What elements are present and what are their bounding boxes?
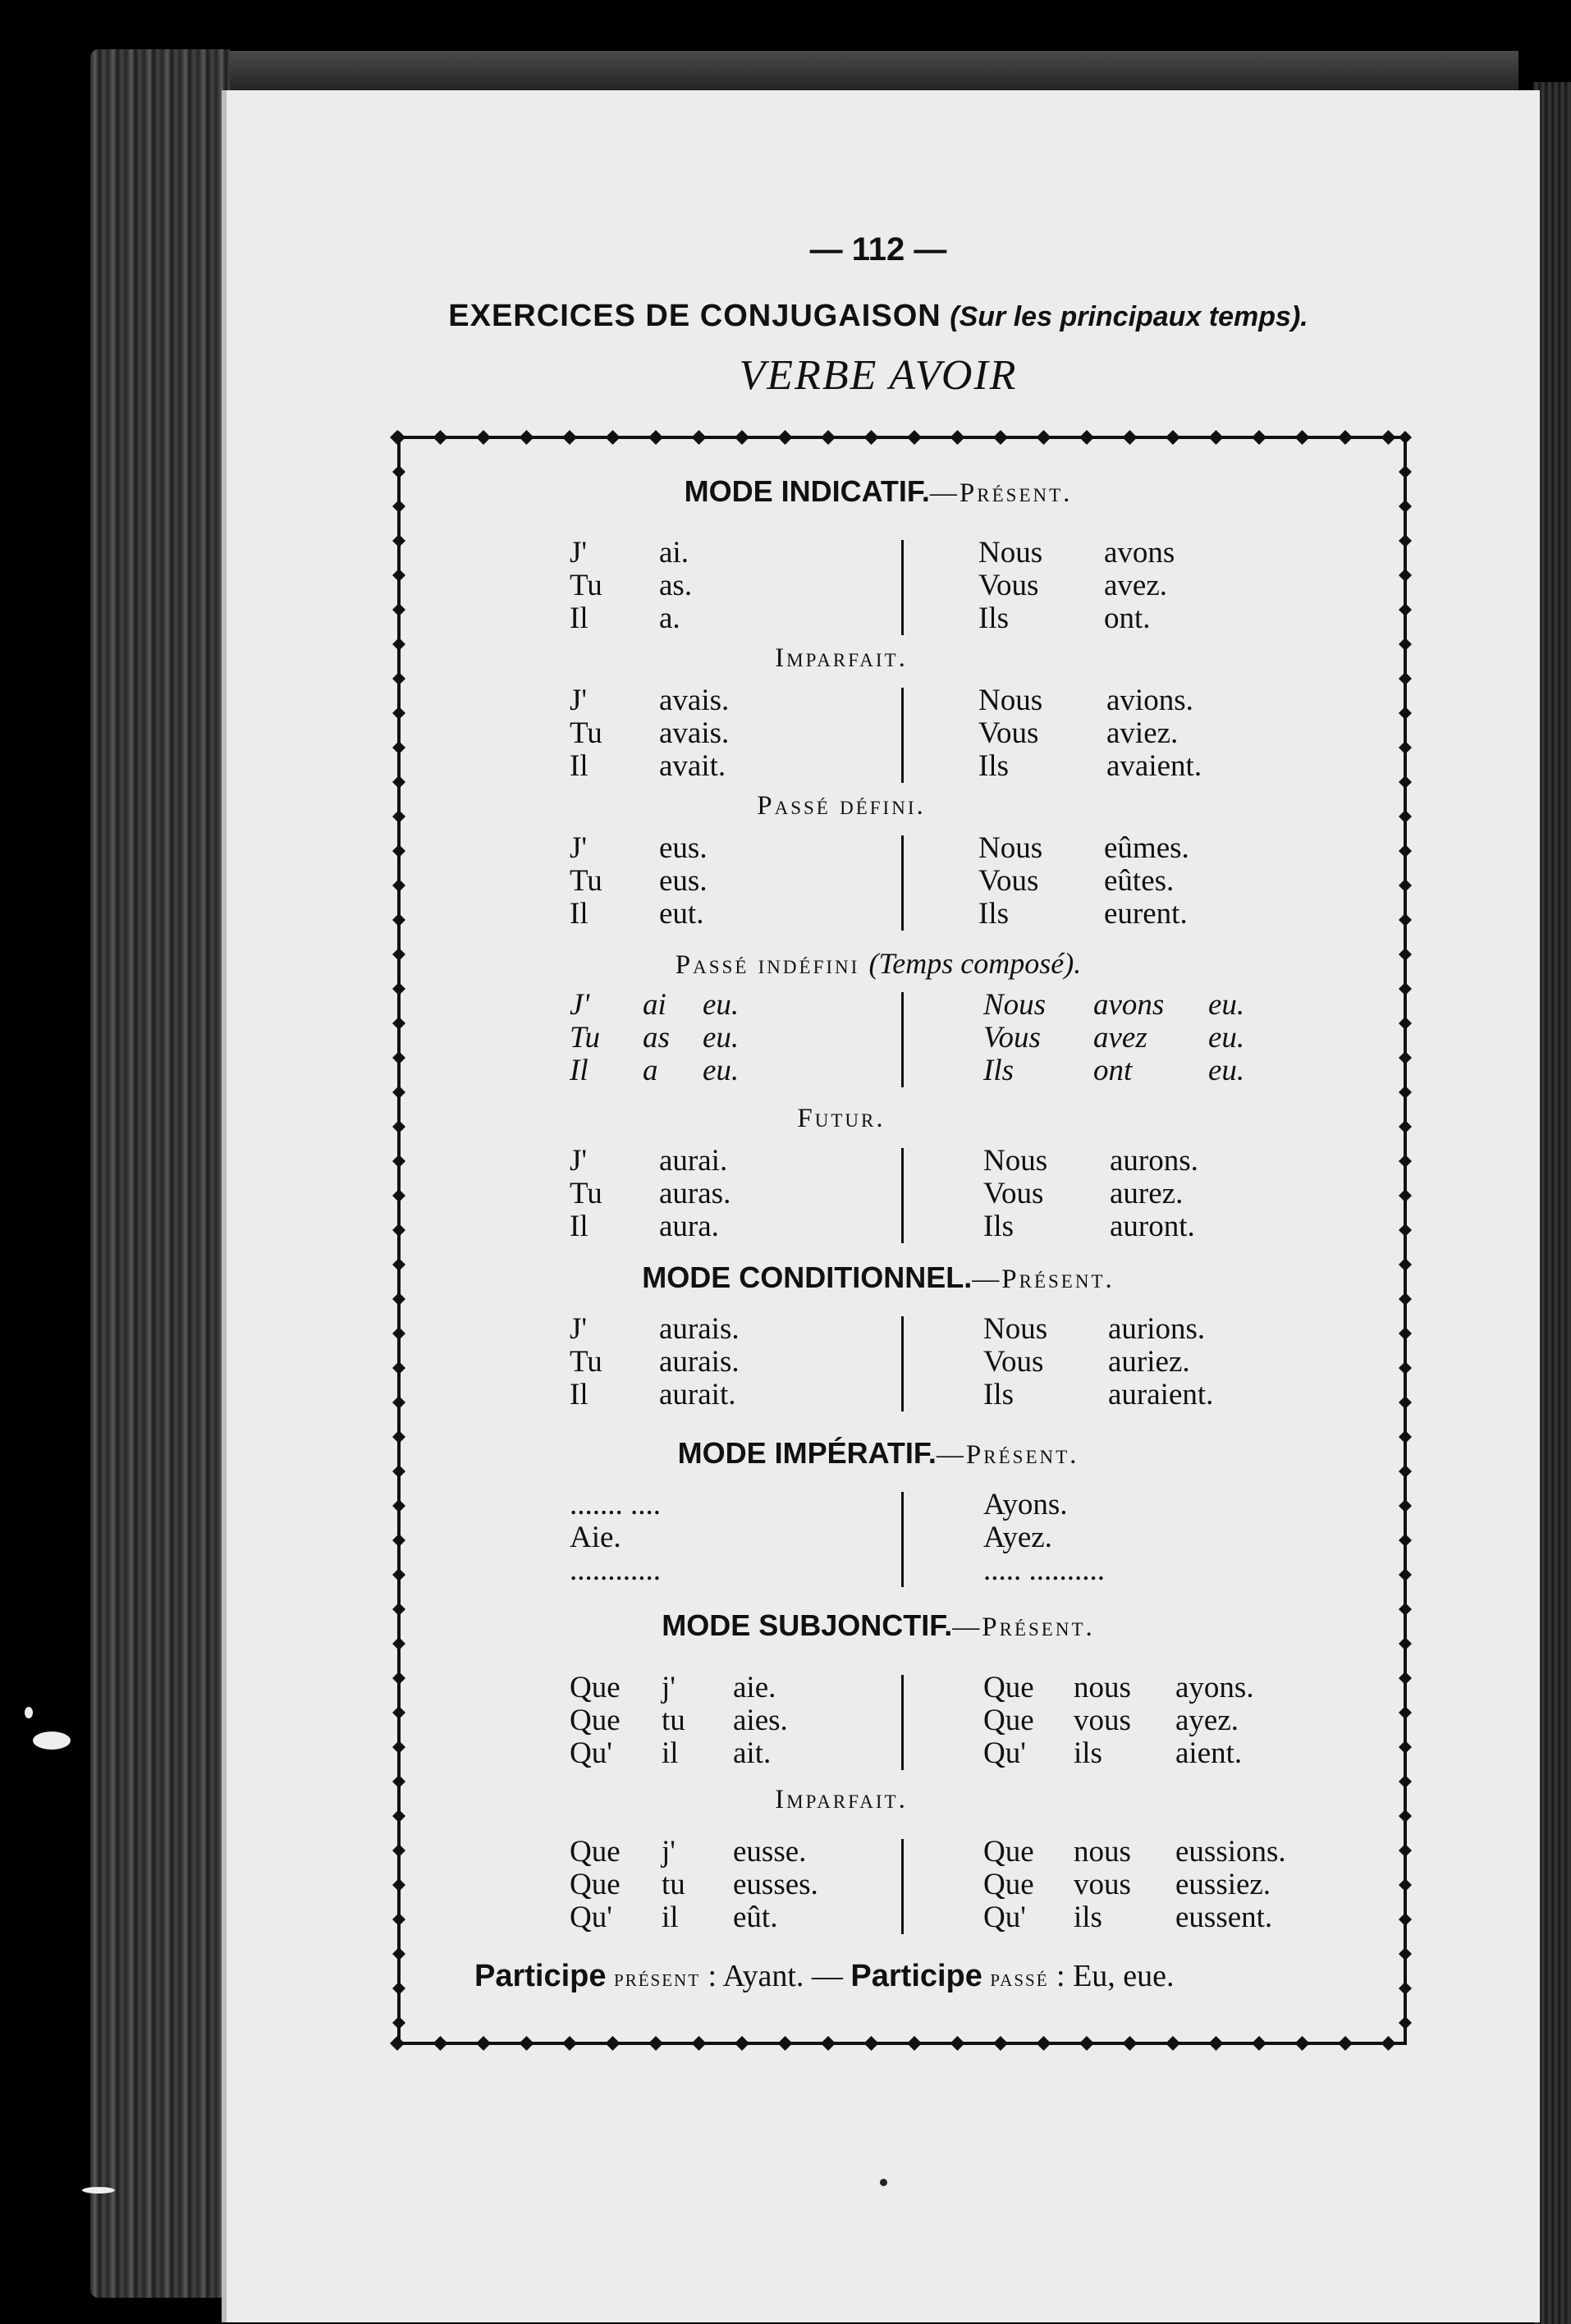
passe_indefini-right-word: avez — [1093, 1021, 1147, 1054]
frame-ornament-diamond — [1399, 569, 1412, 582]
frame-ornament-diamond — [648, 430, 663, 445]
column-divider — [901, 1839, 904, 1934]
frame-ornament-diamond — [1399, 982, 1412, 995]
title-bold: EXERCICES DE CONJUGAISON — [448, 299, 941, 333]
heading-subjonctif-present — [222, 1608, 1535, 1643]
present-left-word: Il — [570, 602, 589, 635]
column-divider — [901, 1675, 904, 1770]
participle-present-tense: présent — [614, 1965, 701, 1992]
passe_defini-right-word: Ils — [978, 897, 1009, 931]
passe_indefini-right-word: Vous — [983, 1021, 1041, 1054]
subjonctif_imparfait-left-word: j' — [662, 1835, 676, 1869]
mode-label: MODE IMPÉRATIF. — [677, 1436, 937, 1470]
passe_indefini-left-word: Il — [570, 1054, 589, 1087]
subjonctif_imparfait-left-word: il — [662, 1901, 679, 1934]
heading-passe-indefini — [222, 946, 1535, 981]
subjonctif_imparfait-right-word: Que — [983, 1868, 1034, 1901]
heading-subjonctif-imparfait: Imparfait. — [775, 1785, 908, 1814]
mode-label: MODE INDICATIF. — [684, 474, 930, 508]
mode-label: MODE CONDITIONNEL. — [642, 1260, 973, 1294]
frame-ornament-diamond — [778, 2036, 793, 2051]
frame-ornament-diamond — [1166, 2036, 1180, 2051]
frame-ornament-diamond — [1295, 430, 1310, 445]
subjonctif_imparfait-right-word: Que — [983, 1835, 1034, 1869]
heading-futur: Futur. — [797, 1104, 886, 1133]
passe_indefini-left-word: ai — [643, 988, 666, 1022]
conditionnel-right-word: Nous — [983, 1312, 1048, 1346]
frame-ornament-diamond — [562, 2036, 577, 2051]
passe_defini-left-word: Tu — [570, 864, 602, 898]
frame-ornament-diamond — [1399, 431, 1412, 444]
subjonctif_present-left-word: j' — [662, 1671, 676, 1704]
participles-line — [474, 1958, 1175, 1994]
frame-ornament-diamond — [392, 982, 405, 995]
subjonctif_present-right-word: nous — [1074, 1671, 1131, 1704]
frame-ornament-diamond — [1399, 603, 1412, 616]
frame-ornament-diamond — [950, 2036, 965, 2051]
subjonctif_imparfait-left-word: tu — [662, 1868, 685, 1901]
frame-ornament-diamond — [735, 430, 749, 445]
frame-ornament-diamond — [1037, 430, 1051, 445]
subjonctif_imparfait-right-word: eussions. — [1175, 1835, 1286, 1869]
present-right-word: ont. — [1104, 602, 1151, 635]
frame-ornament-diamond — [1399, 1913, 1412, 1926]
frame-ornament-diamond — [433, 430, 448, 445]
frame-ornament-diamond — [692, 2036, 707, 2051]
column-divider — [901, 1148, 904, 1243]
subjonctif_present-right-word: Que — [983, 1671, 1034, 1704]
present-right-word: Ils — [978, 602, 1009, 635]
frame-ornament-diamond — [735, 2036, 749, 2051]
subjonctif_imparfait-right-word: vous — [1074, 1868, 1131, 1901]
conditionnel-right-word: auraient. — [1108, 1378, 1214, 1411]
imparfait-left-word: avais. — [659, 684, 730, 717]
frame-ornament-diamond — [392, 1878, 405, 1892]
subjonctif_present-right-word: Qu' — [983, 1736, 1026, 1770]
imperatif-left-line: ....... .... — [570, 1488, 661, 1521]
frame-ornament-diamond — [1399, 1086, 1412, 1099]
frame-ornament-diamond — [993, 430, 1008, 445]
frame-ornament-diamond — [606, 2036, 621, 2051]
passe_indefini-left-word: eu. — [703, 1021, 740, 1054]
frame-ornament-diamond — [950, 430, 965, 445]
frame-ornament-diamond — [993, 2036, 1008, 2051]
imparfait-right-word: avaient. — [1106, 749, 1202, 783]
subjonctif_imparfait-left-word: eût. — [733, 1901, 778, 1934]
passe_defini-left-word: eus. — [659, 831, 708, 865]
column-divider — [901, 1492, 904, 1587]
participle-past-tense: passé — [990, 1965, 1049, 1992]
tense-label: —Présent. — [972, 1265, 1115, 1294]
subjonctif_present-right-word: aient. — [1175, 1736, 1243, 1770]
present-right-word: avez. — [1104, 569, 1168, 602]
heading-imparfait: Imparfait. — [775, 643, 908, 673]
present-left-word: Tu — [570, 569, 602, 602]
frame-ornament-diamond — [392, 1086, 405, 1099]
imparfait-left-word: avais. — [659, 716, 730, 750]
frame-ornament-diamond — [1399, 1361, 1412, 1375]
frame-ornament-diamond — [907, 430, 922, 445]
frame-ornament-diamond — [392, 1017, 405, 1030]
frame-ornament-diamond — [392, 913, 405, 926]
column-divider — [901, 835, 904, 931]
imparfait-left-word: Tu — [570, 716, 602, 750]
frame-ornament-diamond — [1399, 2016, 1412, 2029]
frame-ornament-diamond — [778, 430, 793, 445]
column-divider — [901, 540, 904, 635]
tense-label: —Présent. — [936, 1440, 1079, 1470]
frame-ornament-diamond — [1079, 2036, 1094, 2051]
subjonctif_present-left-word: tu — [662, 1704, 685, 1737]
title-subtitle: (Sur les principaux temps). — [950, 301, 1308, 332]
mode-label: MODE SUBJONCTIF. — [662, 1608, 953, 1642]
subjonctif_present-right-word: vous — [1074, 1704, 1131, 1737]
subjonctif_imparfait-right-word: ils — [1074, 1901, 1102, 1934]
futur-left-word: auras. — [659, 1177, 731, 1210]
frame-ornament-diamond — [1209, 430, 1224, 445]
passe_indefini-left-word: eu. — [703, 1054, 740, 1087]
frame-ornament-diamond — [1338, 2036, 1353, 2051]
frame-ornament-diamond — [392, 1224, 405, 1237]
passe_indefini-right-word: eu. — [1208, 1021, 1245, 1054]
column-divider — [901, 992, 904, 1087]
imparfait-right-word: aviez. — [1106, 716, 1179, 750]
subjonctif_imparfait-right-word: Qu' — [983, 1901, 1026, 1934]
frame-ornament-diamond — [1399, 913, 1412, 926]
participle-dash: — — [811, 1959, 843, 1993]
subjonctif_present-right-word: ayons. — [1175, 1671, 1254, 1704]
frame-ornament-diamond — [520, 2036, 534, 2051]
frame-ornament-diamond — [392, 2016, 405, 2029]
frame-ornament-diamond — [392, 534, 405, 547]
participle-past-value: : Eu, eue. — [1056, 1959, 1175, 1993]
subjonctif_present-left-word: il — [662, 1736, 679, 1770]
heading-imperatif-present — [222, 1436, 1535, 1471]
passe_defini-left-word: Il — [570, 897, 589, 931]
conditionnel-left-word: J' — [570, 1312, 588, 1346]
frame-ornament-diamond — [1252, 2036, 1266, 2051]
futur-right-word: Nous — [983, 1144, 1048, 1178]
frame-ornament-diamond — [1399, 707, 1412, 720]
frame-ornament-diamond — [1399, 1568, 1412, 1581]
frame-ornament-diamond — [476, 430, 491, 445]
frame-ornament-diamond — [1399, 775, 1412, 789]
frame-ornament-diamond — [606, 430, 621, 445]
frame-ornament-diamond — [864, 2036, 879, 2051]
frame-ornament-diamond — [1399, 672, 1412, 685]
passe_indefini-left-word: eu. — [703, 988, 740, 1022]
present-left-word: a. — [659, 602, 680, 635]
frame-ornament-diamond — [392, 1706, 405, 1719]
frame-ornament-diamond — [1123, 2036, 1138, 2051]
frame-ornament-diamond — [392, 1947, 405, 1960]
futur-left-word: J' — [570, 1144, 588, 1178]
futur-left-word: Tu — [570, 1177, 602, 1210]
imperatif-left-line: ............ — [570, 1553, 661, 1587]
frame-ornament-diamond — [1399, 1672, 1412, 1685]
passe_indefini-right-word: eu. — [1208, 1054, 1245, 1087]
page-mark — [880, 2179, 887, 2186]
passe_indefini-right-word: Nous — [983, 988, 1047, 1022]
subjonctif_present-right-word: ayez. — [1175, 1704, 1239, 1737]
conditionnel-left-word: aurais. — [659, 1345, 740, 1379]
futur-left-word: Il — [570, 1210, 589, 1243]
tense-label: —Présent. — [952, 1613, 1095, 1642]
conditionnel-left-word: aurais. — [659, 1312, 740, 1346]
passe_indefini-left-word: a — [643, 1054, 658, 1087]
passe_indefini-left-word: as — [643, 1021, 670, 1054]
frame-ornament-diamond — [392, 879, 405, 892]
passe_defini-left-word: eut. — [659, 897, 704, 931]
frame-ornament-diamond — [1399, 1878, 1412, 1892]
passe_indefini-left-word: Tu — [570, 1021, 601, 1054]
frame-ornament-diamond — [1399, 1499, 1412, 1512]
futur-right-word: aurez. — [1110, 1177, 1184, 1210]
frame-ornament-diamond — [1399, 1155, 1412, 1168]
subjonctif_imparfait-left-word: Qu' — [570, 1901, 612, 1934]
frame-ornament-diamond — [392, 707, 405, 720]
futur-left-word: aura. — [659, 1210, 719, 1243]
subjonctif_present-left-word: Que — [570, 1704, 621, 1737]
frame-ornament-diamond — [1399, 1051, 1412, 1064]
frame-ornament-diamond — [1399, 1224, 1412, 1237]
subjonctif_imparfait-left-word: Que — [570, 1835, 621, 1869]
frame-ornament-diamond — [1252, 430, 1266, 445]
frame-ornament-diamond — [692, 430, 707, 445]
frame-ornament-diamond — [1399, 1396, 1412, 1409]
frame-ornament-diamond — [1399, 1706, 1412, 1719]
passe_indefini-left-word: J' — [570, 988, 590, 1022]
conditionnel-right-word: Vous — [983, 1345, 1044, 1379]
passe_indefini-right-word: eu. — [1208, 988, 1245, 1022]
frame-ornament-diamond — [392, 569, 405, 582]
tense-label: —Présent. — [929, 478, 1073, 508]
verb-title: VERBE AVOIR — [739, 352, 1018, 399]
imparfait-right-word: Ils — [978, 749, 1009, 783]
frame-ornament-diamond — [1399, 1017, 1412, 1030]
imperatif-right-line: Ayez. — [983, 1521, 1052, 1554]
frame-ornament-diamond — [1123, 430, 1138, 445]
passe_defini-right-word: Nous — [978, 831, 1043, 865]
heading-indicatif-present — [222, 474, 1535, 509]
frame-ornament-diamond — [1399, 879, 1412, 892]
frame-ornament-diamond — [1399, 1741, 1412, 1754]
subjonctif_imparfait-left-word: Que — [570, 1868, 621, 1901]
present-right-word: avons — [1104, 536, 1175, 570]
passe_defini-left-word: eus. — [659, 864, 708, 898]
present-left-word: as. — [659, 569, 693, 602]
subjonctif_present-left-word: aies. — [733, 1704, 788, 1737]
frame-ornament-diamond — [392, 1672, 405, 1685]
frame-ornament-diamond — [392, 741, 405, 754]
imparfait-left-word: avait. — [659, 749, 726, 783]
futur-right-word: aurons. — [1110, 1144, 1198, 1178]
subjonctif_present-left-word: ait. — [733, 1736, 772, 1770]
imparfait-right-word: Vous — [978, 716, 1039, 750]
frame-ornament-diamond — [392, 1534, 405, 1547]
subjonctif_present-right-word: Que — [983, 1704, 1034, 1737]
frame-ornament-diamond — [1399, 844, 1412, 858]
frame-ornament-diamond — [392, 1189, 405, 1202]
imparfait-right-word: avions. — [1106, 684, 1193, 717]
frame-ornament-diamond — [392, 603, 405, 616]
frame-ornament-diamond — [1399, 1947, 1412, 1960]
passe_defini-right-word: eûmes. — [1104, 831, 1189, 865]
futur-right-word: Ils — [983, 1210, 1014, 1243]
frame-ornament-diamond — [476, 2036, 491, 2051]
conditionnel-right-word: auriez. — [1108, 1345, 1190, 1379]
frame-ornament-diamond — [1399, 1327, 1412, 1340]
tense-label: Passé indéfini — [675, 950, 860, 980]
participle-present-value: : Ayant. — [708, 1959, 804, 1993]
subjonctif_present-left-word: aie. — [733, 1671, 776, 1704]
frame-ornament-diamond — [392, 1327, 405, 1340]
frame-ornament-diamond — [392, 1982, 405, 1995]
futur-left-word: aurai. — [659, 1144, 728, 1178]
page-number: — 112 — — [809, 231, 947, 268]
participle-present-label: Participe — [474, 1959, 607, 1993]
frame-ornament-diamond — [821, 430, 836, 445]
frame-ornament-diamond — [433, 2036, 448, 2051]
conditionnel-right-word: aurions. — [1108, 1312, 1206, 1346]
frame-ornament-diamond — [392, 672, 405, 685]
frame-ornament-diamond — [1399, 1534, 1412, 1547]
frame-ornament-diamond — [1381, 2036, 1396, 2051]
frame-ornament-diamond — [392, 1051, 405, 1064]
frame-ornament-diamond — [392, 1396, 405, 1409]
present-right-word: Vous — [978, 569, 1039, 602]
frame-ornament-diamond — [392, 844, 405, 858]
frame-ornament-diamond — [392, 1741, 405, 1754]
conditionnel-left-word: Il — [570, 1378, 589, 1411]
passe_defini-right-word: eurent. — [1104, 897, 1188, 931]
frame-ornament-diamond — [648, 2036, 663, 2051]
frame-ornament-diamond — [1399, 1844, 1412, 1857]
frame-ornament-diamond — [562, 430, 577, 445]
frame-ornament-diamond — [390, 2036, 405, 2051]
frame-ornament-diamond — [392, 1499, 405, 1512]
frame-ornament-diamond — [864, 430, 879, 445]
frame-ornament-diamond — [1166, 430, 1180, 445]
passe_indefini-right-word: avons — [1093, 988, 1165, 1022]
frame-ornament-diamond — [1399, 534, 1412, 547]
column-divider — [901, 688, 904, 783]
imparfait-left-word: Il — [570, 749, 589, 783]
frame-ornament-diamond — [392, 775, 405, 789]
tense-note: (Temps composé). — [868, 947, 1082, 980]
frame-ornament-diamond — [1295, 2036, 1310, 2051]
participle-past-label: Participe — [850, 1959, 982, 1993]
heading-conditionnel-present — [222, 1260, 1535, 1295]
imparfait-right-word: Nous — [978, 684, 1043, 717]
present-left-word: J' — [570, 536, 588, 570]
frame-ornament-diamond — [1399, 1982, 1412, 1995]
frame-ornament-diamond — [907, 2036, 922, 2051]
frame-ornament-diamond — [392, 431, 405, 444]
passe_defini-right-word: eûtes. — [1104, 864, 1175, 898]
imperatif-right-line: ..... .......... — [983, 1553, 1105, 1587]
futur-right-word: Vous — [983, 1177, 1044, 1210]
subjonctif_imparfait-right-word: eussent. — [1175, 1901, 1273, 1934]
frame-ornament-diamond — [392, 1155, 405, 1168]
subjonctif_present-right-word: ils — [1074, 1736, 1102, 1770]
frame-ornament-diamond — [392, 1913, 405, 1926]
column-divider — [901, 1316, 904, 1411]
conditionnel-left-word: aurait. — [659, 1378, 736, 1411]
frame-ornament-diamond — [1381, 430, 1396, 445]
imparfait-left-word: J' — [570, 684, 588, 717]
passe_defini-right-word: Vous — [978, 864, 1039, 898]
frame-ornament-diamond — [1079, 430, 1094, 445]
passe_indefini-right-word: Ils — [983, 1054, 1014, 1087]
frame-ornament-diamond — [1338, 430, 1353, 445]
frame-ornament-diamond — [520, 430, 534, 445]
subjonctif_imparfait-left-word: eusses. — [733, 1868, 818, 1901]
frame-ornament-diamond — [1399, 741, 1412, 754]
frame-ornament-diamond — [1209, 2036, 1224, 2051]
frame-ornament-diamond — [392, 1844, 405, 1857]
conditionnel-left-word: Tu — [570, 1345, 602, 1379]
frame-ornament-diamond — [821, 2036, 836, 2051]
frame-ornament-diamond — [392, 1568, 405, 1581]
futur-right-word: auront. — [1110, 1210, 1195, 1243]
conditionnel-right-word: Ils — [983, 1378, 1014, 1411]
present-left-word: ai. — [659, 536, 689, 570]
subjonctif_present-left-word: Qu' — [570, 1736, 612, 1770]
subjonctif_imparfait-right-word: eussiez. — [1175, 1868, 1271, 1901]
subjonctif_imparfait-left-word: eusse. — [733, 1835, 807, 1869]
frame-ornament-diamond — [1037, 2036, 1051, 2051]
subjonctif_imparfait-right-word: nous — [1074, 1835, 1131, 1869]
subjonctif_present-left-word: Que — [570, 1671, 621, 1704]
imperatif-right-line: Ayons. — [983, 1488, 1068, 1521]
present-right-word: Nous — [978, 536, 1043, 570]
frame-ornament-diamond — [392, 1361, 405, 1375]
passe_defini-left-word: J' — [570, 831, 588, 865]
imperatif-left-line: Aie. — [570, 1521, 621, 1554]
passe_indefini-right-word: ont — [1093, 1054, 1133, 1087]
frame-ornament-diamond — [1399, 1189, 1412, 1202]
heading-passe-defini: Passé défini. — [757, 791, 926, 821]
